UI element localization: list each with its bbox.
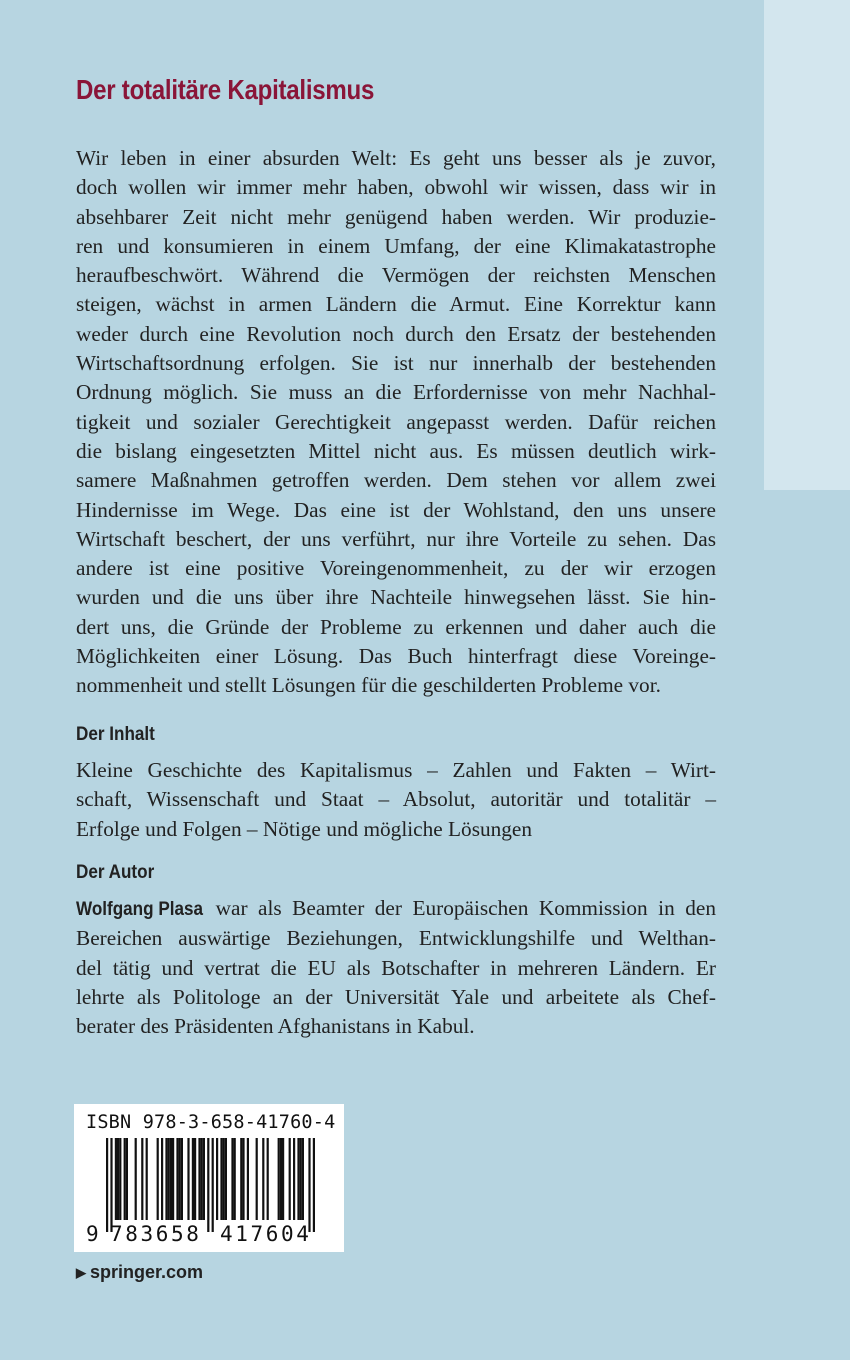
barcode-bar (194, 1138, 196, 1220)
publisher-link[interactable] (76, 1262, 203, 1283)
blurb-line: steigen, wächst in armen Ländern die Armut. Eine Korrektur kann (76, 292, 716, 317)
barcode-bar (161, 1138, 163, 1220)
barcode-digit-first: 9 (86, 1222, 99, 1246)
barcode-bar (247, 1138, 249, 1220)
barcode-bar (302, 1138, 304, 1220)
author-line: del tätig und vertrat die EU als Botschafter in mehreren Ländern. Er (76, 955, 716, 980)
barcode-bar (282, 1138, 284, 1220)
blurb-line: samere Maßnahmen getroffen werden. Dem stehen vor allem zwei (76, 468, 716, 493)
barcode-bar (119, 1138, 121, 1220)
barcode-bar (242, 1138, 244, 1220)
isbn-barcode (74, 1104, 344, 1252)
blurb-line: Wirtschaft beschert, der uns verführt, nur ihre Vorteile zu sehen. Das (76, 526, 716, 551)
contents-line: schaft, Wissenschaft und Staat – Absolut, autoritär und totalitär – (76, 787, 716, 812)
book-title: Der totalitäre Kapitalismus (76, 74, 375, 105)
publisher-link-text: springer.com (90, 1262, 204, 1282)
author-line: berater des Präsidenten Afghanistans in Kabul. (76, 1014, 475, 1039)
barcode-bar (146, 1138, 148, 1220)
barcode-bar (220, 1138, 222, 1220)
author-line: Bereichen auswärtige Beziehungen, Entwicklungshilfe und Welthan- (76, 926, 716, 951)
blurb-line: absehbarer Zeit nicht mehr genügend haben werden. Wir produzie- (76, 204, 716, 229)
barcode-bar (212, 1138, 214, 1232)
blurb-line: Hindernisse im Wege. Das eine ist der Wohlstand, den uns unsere (76, 497, 716, 522)
barcode-bar (313, 1138, 315, 1232)
barcode-bar (192, 1138, 194, 1220)
barcode-bar (223, 1138, 225, 1220)
barcode-bar (170, 1138, 172, 1220)
barcode-bar (179, 1138, 181, 1220)
blurb-line: nommenheit und stellt Lösungen für die geschilderten Probleme vor. (76, 673, 661, 698)
barcode-bar (231, 1138, 233, 1220)
barcode-bar (157, 1138, 159, 1220)
play-arrow-icon: ▶ (76, 1265, 86, 1280)
barcode-bar (168, 1138, 170, 1220)
blurb-line: Wir leben in einer absurden Welt: Es geht uns besser als je zuvor, (76, 146, 716, 170)
barcode-bar (207, 1138, 209, 1232)
blurb-line: doch wollen wir immer mehr haben, obwohl wir wissen, dass wir in (76, 175, 716, 200)
barcode-digits-right: 417604 (220, 1222, 312, 1246)
blurb-line: weder durch eine Revolution noch durch den Ersatz der bestehenden (76, 321, 716, 346)
blurb-line: Wirtschaftsordnung erfolgen. Sie ist nur innerhalb der bestehenden (76, 351, 716, 376)
author-line: lehrte als Politologe an der Universität Yale und arbeitete als Chef- (76, 984, 716, 1009)
contents-heading: Der Inhalt (76, 724, 155, 745)
barcode-digits-left: 783658 (110, 1222, 202, 1246)
barcode-bar (117, 1138, 119, 1220)
barcode-bar (110, 1138, 112, 1232)
barcode-bar (278, 1138, 280, 1220)
blurb-line: Ordnung möglich. Sie muss an die Erfordernisse von mehr Nachhal- (76, 380, 716, 405)
blurb-line: wurden und die uns über ihre Nachteile hinwegsehen lässt. Sie hin- (76, 585, 716, 610)
blurb-line: Möglichkeiten einer Lösung. Das Buch hinterfragt diese Voreinge- (76, 644, 716, 669)
barcode-bar (135, 1138, 137, 1220)
isbn-label: ISBN 978-3-658-41760-4 (86, 1112, 336, 1133)
barcode-bar (308, 1138, 310, 1232)
blurb-line: die bislang eingesetzten Mittel nicht aus. Es müssen deutlich wirk- (76, 438, 716, 463)
author-line (76, 894, 716, 924)
barcode-bar (181, 1138, 183, 1220)
barcode-bar (289, 1138, 291, 1220)
barcode-bar (216, 1138, 218, 1220)
barcode-bar (126, 1138, 128, 1220)
barcode-bar (106, 1138, 108, 1232)
barcode-bar (267, 1138, 269, 1220)
barcode-bar (176, 1138, 178, 1220)
blurb-line: heraufbeschwört. Während die Vermögen der reichsten Menschen (76, 263, 716, 288)
barcode-bar (165, 1138, 167, 1220)
author-first-line: war als Beamter der Europäischen Kommission in den (215, 896, 716, 920)
light-band (764, 0, 850, 490)
barcode-bar (234, 1138, 236, 1220)
contents-text (76, 756, 716, 844)
barcode-bar (225, 1138, 227, 1220)
author-name: Wolfgang Plasa (76, 899, 204, 920)
author-heading: Der Autor (76, 862, 155, 883)
blurb-line: dert uns, die Gründe der Probleme zu erkennen und daher auch die (76, 614, 716, 639)
barcode-bar (293, 1138, 295, 1220)
barcode-bar (124, 1138, 126, 1220)
barcode-bar (141, 1138, 143, 1220)
barcode-bar (240, 1138, 242, 1220)
blurb-line: tigkeit und sozialer Gerechtigkeit angepasst werden. Dafür reichen (76, 409, 716, 434)
barcode-bar (256, 1138, 258, 1220)
barcode-bar (201, 1138, 203, 1220)
barcode-bar (280, 1138, 282, 1220)
barcode-bar (203, 1138, 205, 1220)
barcode-bar (297, 1138, 299, 1220)
contents-line: Kleine Geschichte des Kapitalismus – Zahlen und Fakten – Wirt- (76, 758, 716, 782)
barcode-bar (172, 1138, 174, 1220)
barcode-bar (262, 1138, 264, 1220)
blurb-line: andere ist eine positive Voreingenommenheit, zu der wir erzogen (76, 556, 716, 581)
barcode-bar (198, 1138, 200, 1220)
barcode-bar (115, 1138, 117, 1220)
contents-line: Erfolge und Folgen – Nötige und mögliche Lösungen (76, 816, 533, 841)
barcode-bar (300, 1138, 302, 1220)
author-bio (76, 894, 716, 1041)
blurb-line: ren und konsumieren in einem Umfang, der eine Klimakatastrophe (76, 233, 716, 258)
blurb-text (76, 144, 716, 701)
barcode-bar (187, 1138, 189, 1220)
